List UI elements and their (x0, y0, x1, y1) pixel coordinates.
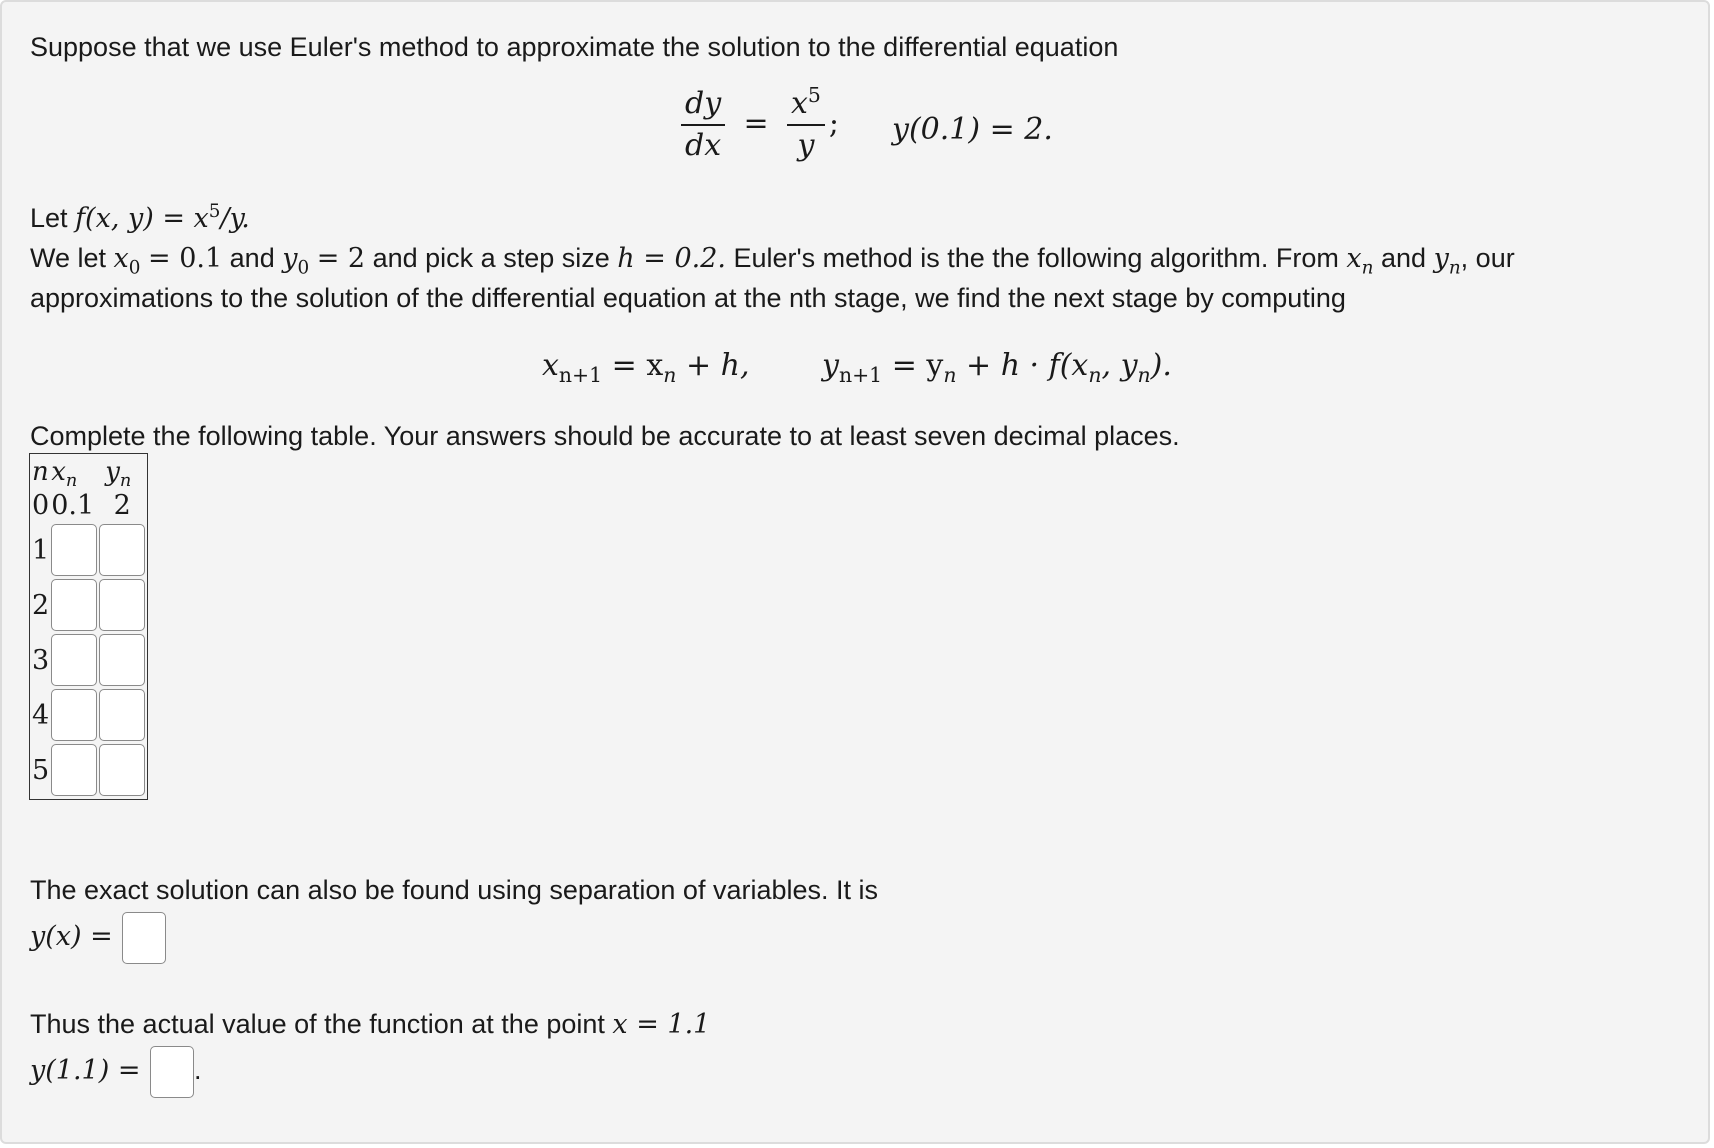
dy-dx-fraction: $\frac{dy}{dx}$ (681, 88, 725, 162)
y3-input[interactable] (99, 634, 145, 686)
actual-value-input[interactable] (150, 1046, 194, 1098)
step-line-2: approximations to the solution of the differential equation at the nth stage, we find the next stage by computing (30, 283, 1346, 313)
row-index: 5 (32, 754, 50, 786)
row-0-x: 0.1 (51, 490, 95, 521)
exact-solution-line (30, 912, 166, 964)
header-yn: $y_n$ (105, 457, 132, 492)
header-xn: $x_n$ (51, 457, 78, 492)
exact-solution-text: The exact solution can also be found using separation of variables. It is (30, 875, 879, 905)
header-n: n (32, 457, 49, 487)
intro-text: Suppose that we use Euler's method to approximate the solution to the differential equation (30, 32, 1119, 62)
x4-input[interactable] (51, 689, 97, 741)
recurrence-y: $y_{n+1} = y_n + h \cdot f(x_n$, $y_n$). (822, 348, 1172, 387)
actual-value-text: Thus the actual value of the function at the point x = 1.1 (30, 1009, 711, 1040)
y2-input[interactable] (99, 579, 145, 631)
row-index: 2 (32, 589, 50, 621)
row-index: 3 (32, 644, 50, 676)
exact-solution-input[interactable] (122, 912, 166, 964)
y4-input[interactable] (99, 689, 145, 741)
row-index: 4 (32, 699, 50, 731)
table-row-2 (32, 579, 145, 631)
exact-label: y(x) = (30, 921, 113, 953)
table-row-1 (32, 524, 145, 576)
recurrence-x: $x_{n+1} = x_n + h$, (542, 348, 750, 387)
table-row-0 (32, 490, 145, 521)
table-row-5 (32, 744, 145, 796)
table-row-3 (32, 634, 145, 686)
let-function-line: Let f(x, $y) = x^5/y$. (30, 201, 250, 234)
row-0-y: 2 (113, 490, 131, 521)
table-header-row (32, 457, 145, 487)
row-index: 1 (32, 534, 50, 566)
actual-label: y(1.1) = (30, 1055, 141, 1087)
actual-value-line: y(1.1) = . (30, 1046, 202, 1098)
x2-input[interactable] (51, 579, 97, 631)
x1-input[interactable] (51, 524, 97, 576)
initial-condition: y(0.1) = 2. (892, 112, 1053, 147)
row-0-n: 0 (32, 490, 50, 521)
rhs-fraction: $\frac{x^5}{y}$ (787, 88, 825, 162)
x5-input[interactable] (51, 744, 97, 796)
y1-input[interactable] (99, 524, 145, 576)
step-line: We let $x_0 = 0.1$ and $y_0 = 2$ and pick a step size h = 0.2. Euler's method is the the following algorithm. From $x_n$ and $y_n$, our (30, 243, 1515, 279)
ode-equation: $\frac{dy}{dx}$ = $\frac{x^5}{y}$ ; (677, 88, 839, 162)
y5-input[interactable] (99, 744, 145, 796)
x3-input[interactable] (51, 634, 97, 686)
euler-table (29, 453, 148, 800)
table-instruction: Complete the following table. Your answers should be accurate to at least seven decimal places. (30, 421, 1180, 451)
table-row-4 (32, 689, 145, 741)
